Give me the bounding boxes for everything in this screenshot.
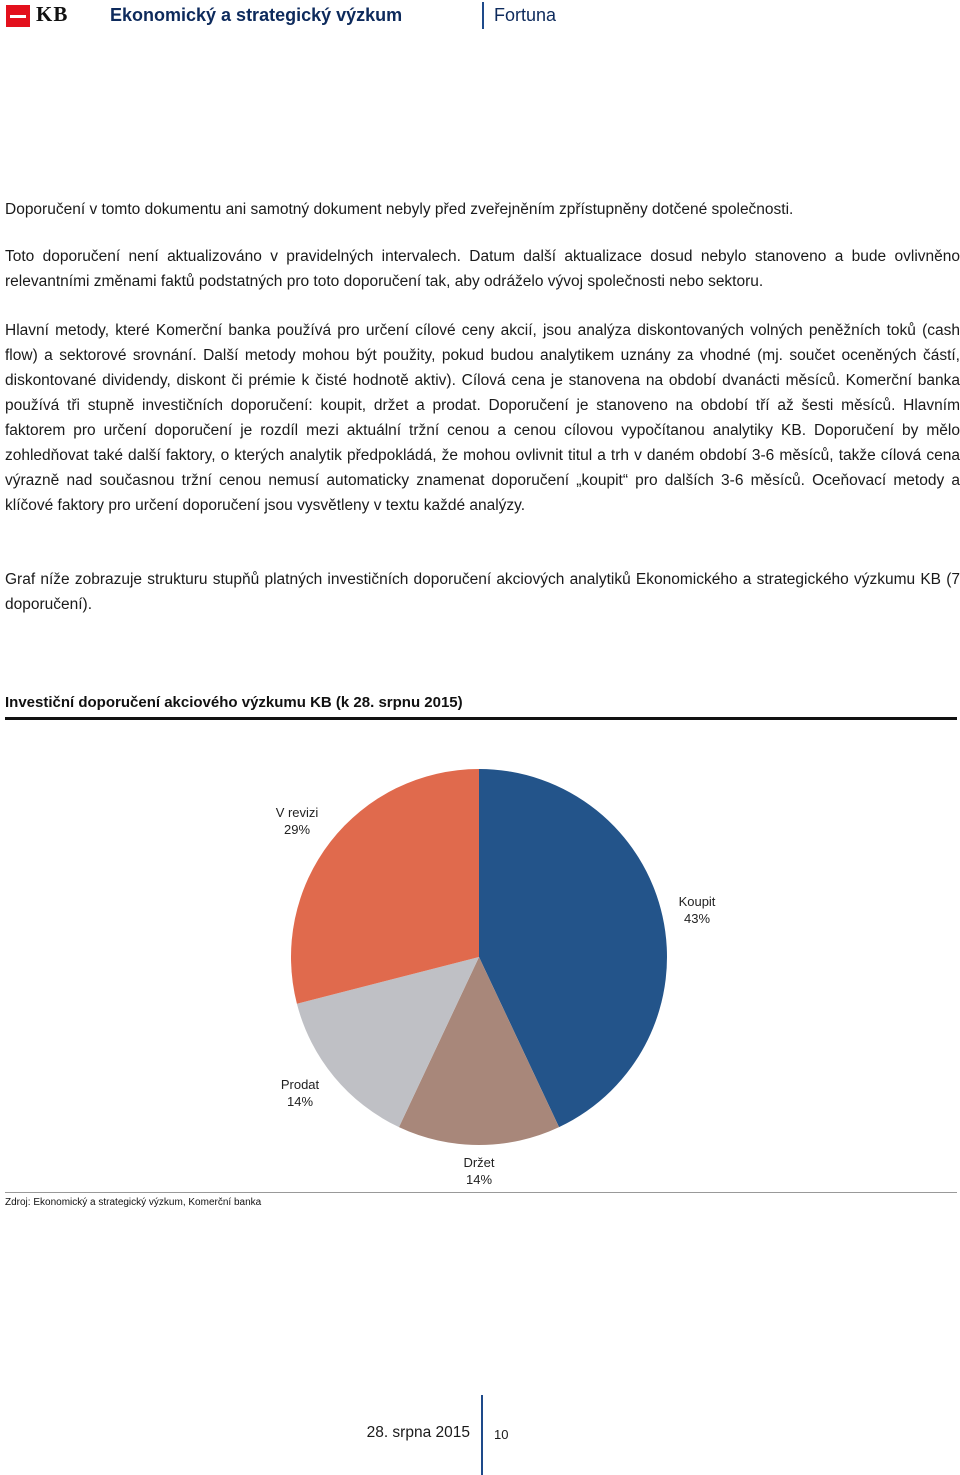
page-number: 10 xyxy=(494,1427,509,1442)
paragraph-disclosure: Doporučení v tomto dokumentu ani samotný dokument nebyly před zveřejněním zpřístupněny dotčené společnosti. xyxy=(5,201,794,218)
footer-date: 28. srpna 2015 xyxy=(366,1424,470,1441)
slice-label: Koupit xyxy=(678,894,716,909)
header-subtitle: Fortuna xyxy=(494,5,557,25)
chart-source: Zdroj: Ekonomický a strategický výzkum, Komerční banka xyxy=(5,1197,262,1208)
slice-value-label: 43% xyxy=(683,911,711,926)
pie-chart xyxy=(0,720,960,1190)
slice-value-label: 14% xyxy=(465,1172,493,1187)
paragraph-methods: Hlavní metody, které Komerční banka používá pro určení cílové ceny akcií, jsou analýza diskontovaných volných peněžních toků (cash flow) a sektorové srovnání. Další metody mohou být použity, pokud budou analytikem uznány za vhodné (mj. součet oceněných částí, diskontované dividendy, diskont či prémie k čisté hodnotě aktiv). Cílová cena je stanovena na období dvanácti měsíců. Komerční banka používá tři stupně investičních doporučení: koupit, držet a prodat. Doporučení je stanoveno na období tří až šesti měsíců. Hlavním faktorem pro určení doporučení je rozdíl mezi aktuální tržní cenou a cenou cílovou vypočítanou analytiky KB. Doporučení by mělo zohledňovat také další faktory, o kterých analytik předpokládá, že mohou ovlivnit titul a trh v daném období 3-6 měsíců, takže cílová cena výrazně nad současnou tržní cenou nemusí automaticky znamenat doporučení „koupit“ pro dalších 3-6 měsíců. Oceňovací metody a klíčové faktory pro určení doporučení jsou vysvětleny v textu každé analýzy. xyxy=(5,322,960,514)
paragraph-chart-intro: Graf níže zobrazuje strukturu stupňů platných investičních doporučení akciových analytiků Ekonomického a strategického výzkumu KB (7 doporučení). xyxy=(5,571,960,613)
source-rule xyxy=(5,1192,957,1193)
kb-logo-icon xyxy=(6,5,30,27)
slice-value-label: 14% xyxy=(286,1094,314,1109)
brand-name: KB xyxy=(36,2,69,26)
slice-label: Prodat xyxy=(280,1077,320,1092)
header-divider xyxy=(482,2,484,29)
slice-label: V revizi xyxy=(275,805,319,820)
chart-title: Investiční doporučení akciového výzkumu KB (k 28. srpnu 2015) xyxy=(5,694,463,711)
slice-value-label: 29% xyxy=(283,822,311,837)
header-title: Ekonomický a strategický výzkum xyxy=(110,5,403,25)
slice-label: Držet xyxy=(463,1155,495,1170)
paragraph-update: Toto doporučení není aktualizováno v pravidelných intervalech. Datum další aktualizace dosud nebylo stanoveno a bude ovlivněno relevantními změnami faktů podstatných pro toto doporučení tak, aby odráželo vývoj společnosti nebo sektoru. xyxy=(5,248,960,290)
footer-divider xyxy=(481,1395,483,1475)
